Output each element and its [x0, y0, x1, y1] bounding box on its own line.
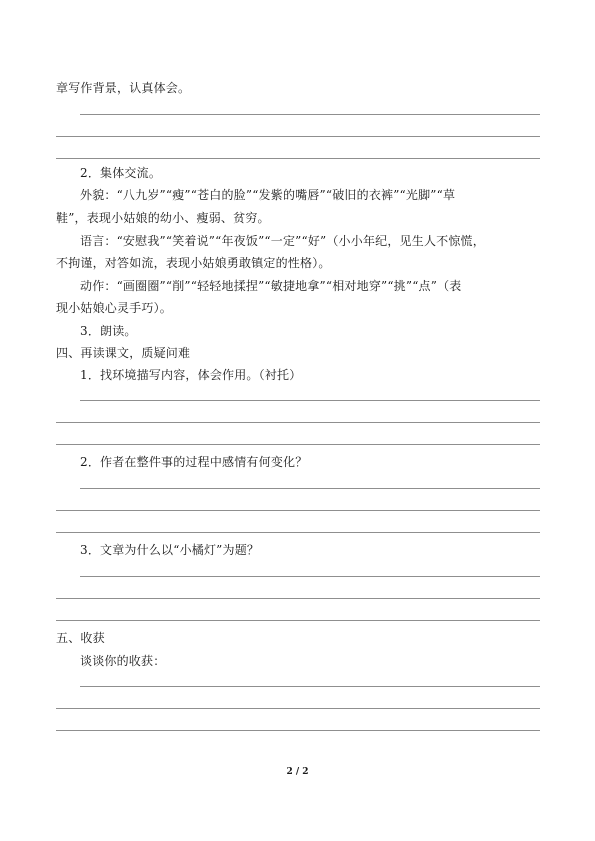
question-1: 1．找环境描写内容，体会作用。（衬托） — [80, 368, 302, 382]
answer-line — [80, 114, 540, 115]
answer-line — [80, 686, 540, 687]
page-number: 2 / 2 — [286, 767, 309, 777]
section-five-heading: 五、收获 — [56, 631, 105, 645]
answer-line — [80, 400, 540, 401]
section-four-heading: 四、再读课文，质疑问难 — [56, 346, 191, 360]
answer-line — [56, 422, 540, 423]
appearance-line-2: 鞋”，表现小姑娘的幼小、瘦弱、贫穷。 — [56, 211, 270, 225]
speech-line-1: 语言：“安慰我”“笑着说”“年夜饭”“一定”“好”（小小年纪，见生人不惊慌， — [80, 234, 485, 248]
answer-line — [80, 488, 540, 489]
answer-line — [56, 598, 540, 599]
item-3-title: 3．朗读。 — [80, 324, 137, 338]
item-2-title: 2．集体交流。 — [80, 166, 162, 180]
answer-line — [56, 730, 540, 731]
action-line-2: 现小姑娘心灵手巧）。 — [56, 301, 173, 315]
answer-line — [56, 620, 540, 621]
action-line-1: 动作：“画圈圈”“削”“轻轻地揉捏”“敏捷地拿”“相对地穿”“挑”“点”（表 — [80, 279, 462, 293]
answer-line — [80, 576, 540, 577]
answer-line — [56, 510, 540, 511]
appearance-line-1: 外貌：“八九岁”“瘦”“苍白的脸”“发紫的嘴唇”“破旧的衣裤”“光脚”“草 — [80, 188, 456, 202]
answer-line — [56, 158, 540, 159]
answer-line — [56, 136, 540, 137]
answer-line — [56, 444, 540, 445]
question-3: 3．文章为什么以“小橘灯”为题？ — [80, 543, 260, 557]
question-2: 2．作者在整件事的过程中感情有何变化？ — [80, 455, 308, 469]
answer-line — [56, 708, 540, 709]
speech-line-2: 不拘谨，对答如流，表现小姑娘勇敢镇定的性格）。 — [56, 256, 331, 270]
harvest-prompt: 谈谈你的收获： — [80, 654, 166, 668]
intro-tail-text: 章写作背景，认真体会。 — [56, 81, 191, 95]
answer-line — [56, 532, 540, 533]
